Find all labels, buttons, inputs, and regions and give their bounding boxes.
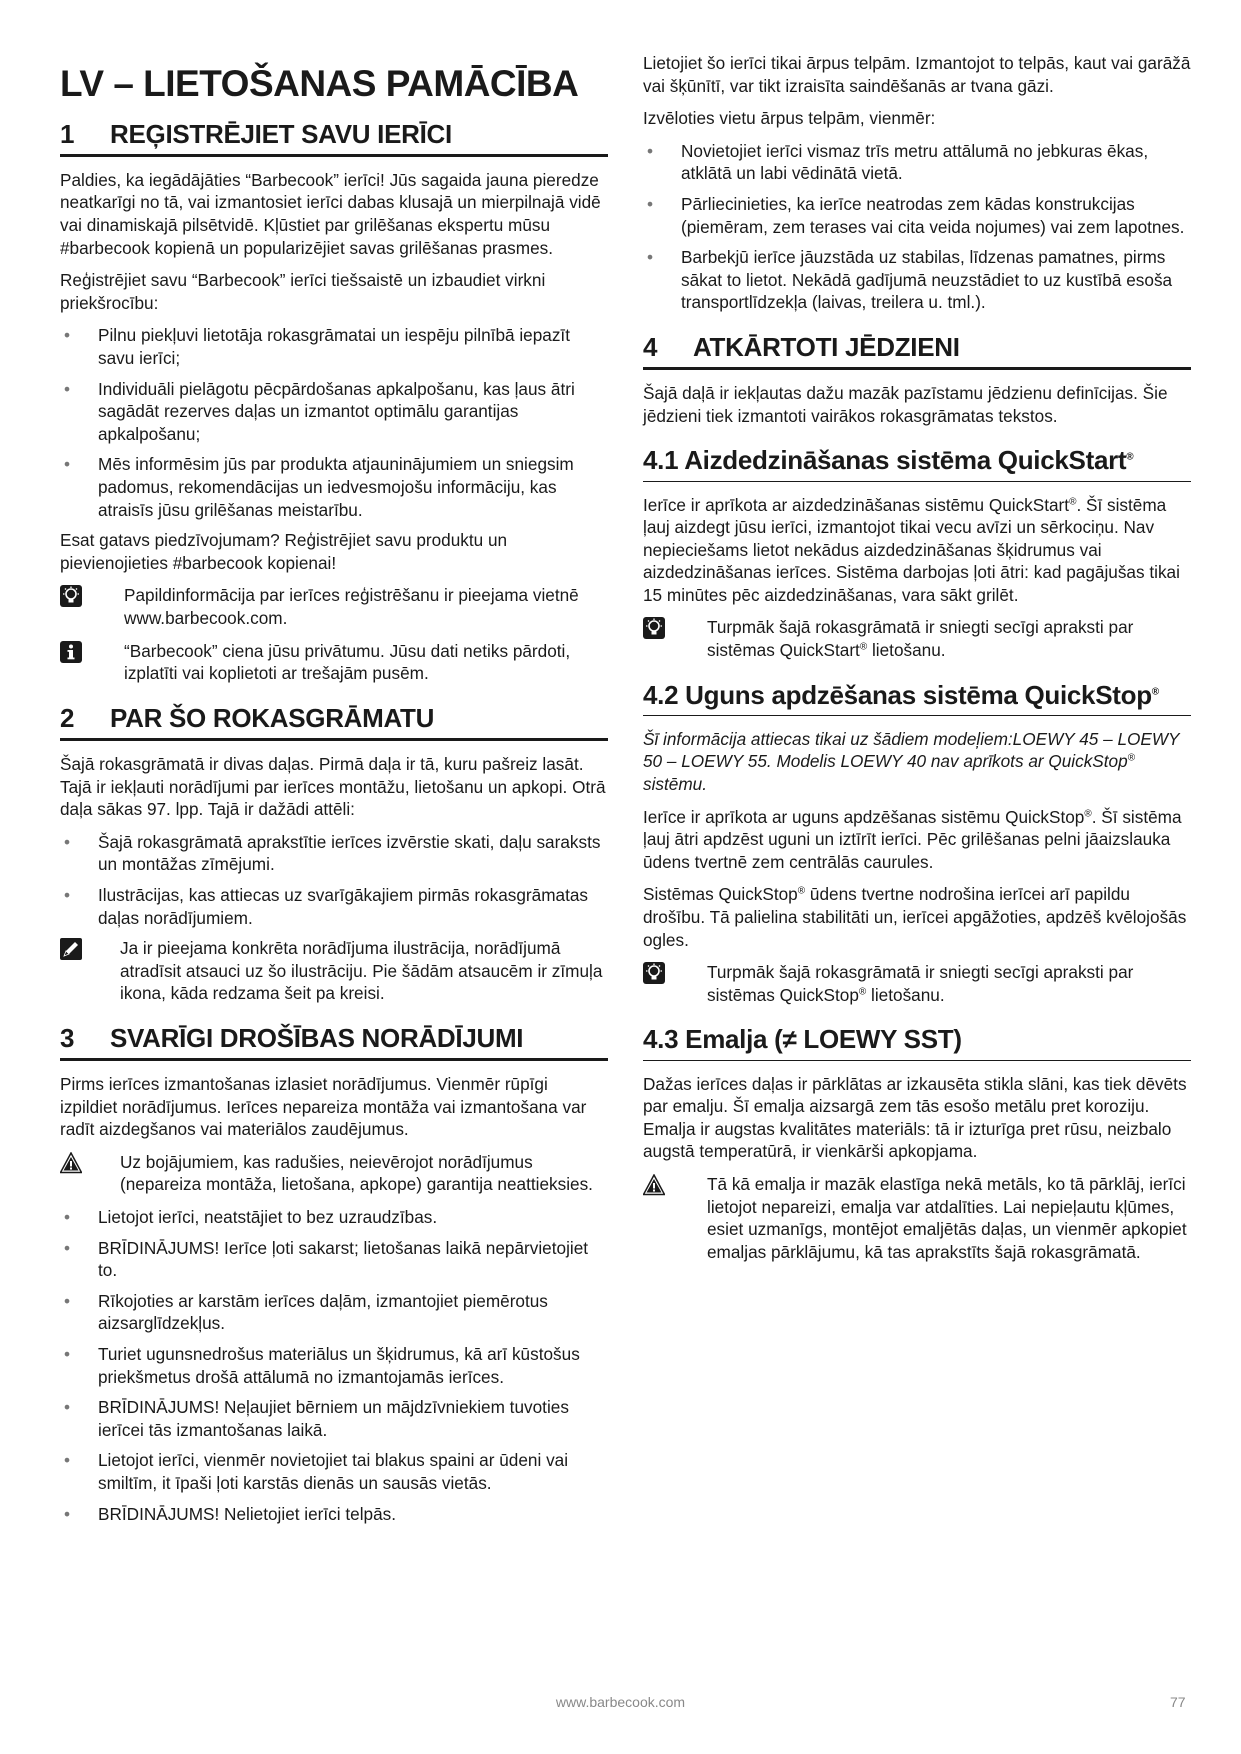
section-3-number: 3 xyxy=(60,1022,75,1053)
section-4-3-heading: 4.3 Emalja (≠ LOEWY SST) xyxy=(643,1024,1191,1060)
section-4-1-paragraph-1 xyxy=(643,494,1191,607)
list-item: • Individuāli pielāgotu pēcpārdošanas apkalpošanu, kas ļaus ātri sagādāt rezerves daļas un izmantot optimālu garantijas apkalpošanu; xyxy=(60,378,608,446)
warning-text: Uz bojājumiem, kas radušies, neievērojot norādījumus (nepareiza montāža, lietošana, apkope) garantija neattieksies. xyxy=(120,1151,593,1195)
section-1-title: REĢISTRĒJIET SAVU IERĪCI xyxy=(110,118,452,149)
tip-note xyxy=(643,961,1191,1006)
list-item: • Mēs informēsim jūs par produkta atjauninājumiem un sniegsim padomus, rekomendācijas un iedvesmojošu informāciju, kas atraisīs jūsu grilēšanas meistarību. xyxy=(60,453,608,521)
warning-icon xyxy=(60,1152,82,1174)
pencil-note xyxy=(60,937,608,1005)
list-item: • Novietojiet ierīci vismaz trīs metru attālumā no jebkuras ēkas, atklātā un labi vēdinātā vietā. xyxy=(643,140,1191,185)
section-4-heading xyxy=(643,332,1191,370)
right-bullet-list xyxy=(643,140,1191,314)
section-4-paragraph-1: Šajā daļā ir iekļautas dažu mazāk pazīstamu jēdzienu definīcijas. Šie jēdzieni tiek izmantoti vairākos rokasgrāmatas tekstos. xyxy=(643,383,1168,426)
section-4-1-title: 4.1 Aizdedzināšanas sistēma QuickStart xyxy=(643,445,1127,476)
section-4-1 xyxy=(643,445,1191,661)
section-2 xyxy=(60,703,608,1005)
page-title: LV – LIETOŠANAS PAMĀCĪBA xyxy=(60,63,579,104)
section-3-heading xyxy=(60,1023,608,1061)
pencil-icon xyxy=(60,938,82,960)
text-run: lietošanu. xyxy=(866,984,945,1005)
tip-text xyxy=(707,962,1133,1005)
list-item: • BRĪDINĀJUMS! Nelietojiet ierīci telpās. xyxy=(60,1503,608,1526)
pencil-note-text: Ja ir pieejama konkrēta norādījuma ilustrācija, norādījumā atradīsit atsauci uz šo ilustrāciju. Pie šādām atsaucēm ir zīmuļa ikona, kāda redzama šeit pa kreisi. xyxy=(120,938,603,1004)
warning-note xyxy=(60,1151,608,1196)
list-item: • Lietojot ierīci, vienmēr novietojiet tai blakus spaini ar ūdeni vai smiltīm, it īpaši ļoti karstās dienās un sausās vietās. xyxy=(60,1449,608,1494)
warning-note xyxy=(643,1173,1191,1263)
tip-note xyxy=(60,584,608,629)
text-run: Šī informācija attiecas tikai uz šādiem modeļiem:LOEWY 45 – LOEWY 50 – LOEWY 55. Modelis LOEWY 40 nav aprīkots ar QuickStop xyxy=(643,728,1180,772)
registered-mark: ® xyxy=(1126,451,1134,463)
text-run: Ierīce ir aprīkota ar aizdedzināšanas sistēmu QuickStart xyxy=(643,494,1070,515)
list-item: • Šajā rokasgrāmatā aprakstītie ierīces izvērstie skati, daļu saraksts un montāžas zīmējumi. xyxy=(60,831,608,876)
text-run: . Šī sistēma ļauj ātri apdzēst uguni un iztīrīt ierīci. Pēc grilēšanas pelni jāaizslauka ūdens tvertnē zem centrālās caurules. xyxy=(643,806,1182,872)
list-item: • BRĪDINĀJUMS! Ierīce ļoti sakarst; lietošanas laikā nepārvietojiet to. xyxy=(60,1237,608,1282)
section-2-title: PAR ŠO ROKASGRĀMATU xyxy=(110,702,435,733)
registered-mark: ® xyxy=(1084,807,1092,819)
section-4-title: ATKĀRTOTI JĒDZIENI xyxy=(693,331,960,362)
section-4-2-model-note xyxy=(643,728,1191,796)
section-3-paragraph-1: Pirms ierīces izmantošanas izlasiet norādījumus. Vienmēr rūpīgi izpildiet norādījumus. Ierīces nepareiza montāža vai izmantošana var radīt aizdegšanos vai materiālos zaudējumus. xyxy=(60,1074,587,1140)
list-item: • BRĪDINĀJUMS! Neļaujiet bērniem un mājdzīvniekiem tuvoties ierīcei tās izmantošanas laikā. xyxy=(60,1396,608,1441)
section-4 xyxy=(643,332,1191,427)
warning-text: Tā kā emalja ir mazāk elastīga nekā metāls, ko tā pārklāj, ierīci lietojot nepareizi, emalja var atdalīties. Lai nepieļautu kļūmes, esiet uzmanīgs, montējot emaljētās daļas, un vienmēr apkopiet emaljas pārklājumu, kā tas aprakstīts šajā rokasgrāmatā. xyxy=(707,1173,1187,1262)
text-run: Sistēmas QuickStop xyxy=(643,884,798,905)
section-1-number: 1 xyxy=(60,118,75,149)
section-3-bullet-list xyxy=(60,1206,608,1525)
warning-icon xyxy=(643,1174,665,1196)
section-4-3-paragraph-1: Dažas ierīces daļas ir pārklātas ar izkausēta stikla slāni, kas tiek dēvēts par emalju. Šī emalja aizsargā zem tās esošo metālu pret koroziju. Emalja ir augstas kvalitātes materiāls: tā ir izturīga pret rūsu, neizbalo augstā temperatūrā, ir vienkārši apkopjama. xyxy=(643,1073,1187,1162)
section-4-3 xyxy=(643,1024,1191,1263)
section-2-heading xyxy=(60,703,608,741)
list-item: • Ilustrācijas, kas attiecas uz svarīgākajiem pirmās rokasgrāmatas daļas norādījumiem. xyxy=(60,884,608,929)
section-1-heading xyxy=(60,119,608,157)
section-3-title: SVARĪGI DROŠĪBAS NORĀDĪJUMI xyxy=(110,1022,524,1053)
list-item: • Rīkojoties ar karstām ierīces daļām, izmantojiet piemērotus aizsarglīdzekļus. xyxy=(60,1290,608,1335)
section-4-1-heading xyxy=(643,445,1191,481)
registered-mark: ® xyxy=(797,885,806,897)
text-run: lietošanu. xyxy=(867,640,946,661)
text-run: . Šī sistēma ļauj aizdegt jūsu ierīci, izmantojot tikai vecu avīzi un sērkociņu. Nav nepieciešams lietot nekādus aizdedzināšanas šķidrumus vai aizdedzināšanas ierīces. Sistēma darbojas ļoti ātri: kad pagājušas tikai 15 minūtes pēc aizdedzināšanas, vara sākt grilēt. xyxy=(643,494,1180,605)
section-1-paragraph-3: Esat gatavs piedzīvojumam? Reģistrējiet savu produktu un pievienojieties #barbecook kopienai! xyxy=(60,530,508,573)
footer-url[interactable]: www.barbecook.com xyxy=(555,1694,686,1710)
tip-note xyxy=(643,616,1191,661)
section-4-2-title: 4.2 Uguns apdzēšanas sistēma QuickStop xyxy=(643,679,1152,710)
section-4-2-heading xyxy=(643,680,1191,716)
section-1-paragraph-1: Paldies, ka iegādājāties “Barbecook” ierīci! Jūs sagaida jauna pieredze neatkarīgi no tā, vai izmantosiet ierīci dabas klusajā un mierpilnajā vidē vai dinamiskajā pilsētvidē. Kļūstiet par grilēšanas ekspertu mūsu #barbecook kopienā un popularizējiet savas grilēšanas prasmes. xyxy=(60,169,601,258)
text-run: sistēmu. xyxy=(643,774,707,795)
page-number: 77 xyxy=(1170,1694,1186,1710)
info-note xyxy=(60,640,608,685)
list-item: • Pārliecinieties, ka ierīce neatrodas zem kādas konstrukcijas (piemēram, zem terases vai cita veida nojumes) vai zem lapotnes. xyxy=(643,193,1191,238)
registered-mark: ® xyxy=(858,986,867,998)
section-2-bullet-list xyxy=(60,831,608,929)
list-item: • Lietojot ierīci, neatstājiet to bez uzraudzības. xyxy=(60,1206,608,1229)
registered-mark: ® xyxy=(1151,686,1159,697)
info-text: “Barbecook” ciena jūsu privātumu. Jūsu dati netiks pārdoti, izplatīti vai koplietoti ar trešajām pusēm. xyxy=(124,640,571,684)
section-4-2-paragraph-1 xyxy=(643,806,1191,874)
text-run: Turpmāk šajā rokasgrāmatā ir sniegti secīgi apraksti par sistēmas QuickStart xyxy=(707,617,1134,661)
text-run: ūdens tvertne nodrošina ierīcei arī papildu drošību. Tā palielina stabilitāti un, ierīcei apgāžoties, apdzēš kvēlojošās ogles. xyxy=(643,884,1187,950)
right-paragraph-1: Lietojiet šo ierīci tikai ārpus telpām. Izmantojot to telpās, kaut vai garāžā vai šķūnītī, var tikt izraisīta saindēšanās ar tvana gāzi. xyxy=(643,53,1191,96)
text-run: Turpmāk šajā rokasgrāmatā ir sniegti secīgi apraksti par sistēmas QuickStop xyxy=(707,962,1134,1005)
registered-mark: ® xyxy=(1069,495,1077,507)
right-column xyxy=(643,52,1191,1273)
registered-mark: ® xyxy=(859,641,868,653)
registered-mark: ® xyxy=(1127,752,1136,764)
lightbulb-icon xyxy=(60,585,82,607)
list-item: • Barbekjū ierīce jāuzstāda uz stabilas, līdzenas pamatnes, pirms sākat to lietot. Nekādā gadījumā neuzstādiet to uz kustībā esoša transportlīdzekļa (laivas, treilera u. tml.). xyxy=(643,246,1191,314)
left-column xyxy=(60,52,608,1533)
section-4-number: 4 xyxy=(643,331,658,362)
section-3 xyxy=(60,1023,608,1525)
right-paragraph-2: Izvēloties vietu ārpus telpām, vienmēr: xyxy=(643,108,936,129)
tip-text: Papildinformācija par ierīces reģistrēšanu ir pieejama vietnē www.barbecook.com. xyxy=(124,585,579,628)
list-item: • Turiet ugunsnedrošus materiālus un šķidrumus, kā arī kūstošus priekšmetus drošā attālumā no izmantojamās ierīces. xyxy=(60,1343,608,1388)
section-1-paragraph-2: Reģistrējiet savu “Barbecook” ierīci tiešsaistē un izbaudiet virkni priekšrocību: xyxy=(60,270,546,313)
section-1-bullet-list xyxy=(60,324,608,521)
list-item: • Pilnu piekļuvi lietotāja rokasgrāmatai un iespēju pilnībā iepazīt savu ierīci; xyxy=(60,324,608,369)
lightbulb-icon xyxy=(643,617,665,639)
section-4-2 xyxy=(643,680,1191,1007)
section-2-number: 2 xyxy=(60,702,75,733)
tip-text xyxy=(707,617,1133,660)
section-4-2-paragraph-2 xyxy=(643,883,1191,951)
text-run: Ierīce ir aprīkota ar uguns apdzēšanas sistēmu QuickStop xyxy=(643,806,1085,827)
lightbulb-icon xyxy=(643,962,665,984)
section-2-paragraph-1: Šajā rokasgrāmatā ir divas daļas. Pirmā daļa ir tā, kuru pašreiz lasāt. Tajā ir iekļauti norādījumi par ierīces montāžu, lietošanu un apkopi. Otrā daļa sākas 97. lpp. Tajā ir dažādi attēli: xyxy=(60,753,606,820)
info-icon xyxy=(60,641,82,663)
